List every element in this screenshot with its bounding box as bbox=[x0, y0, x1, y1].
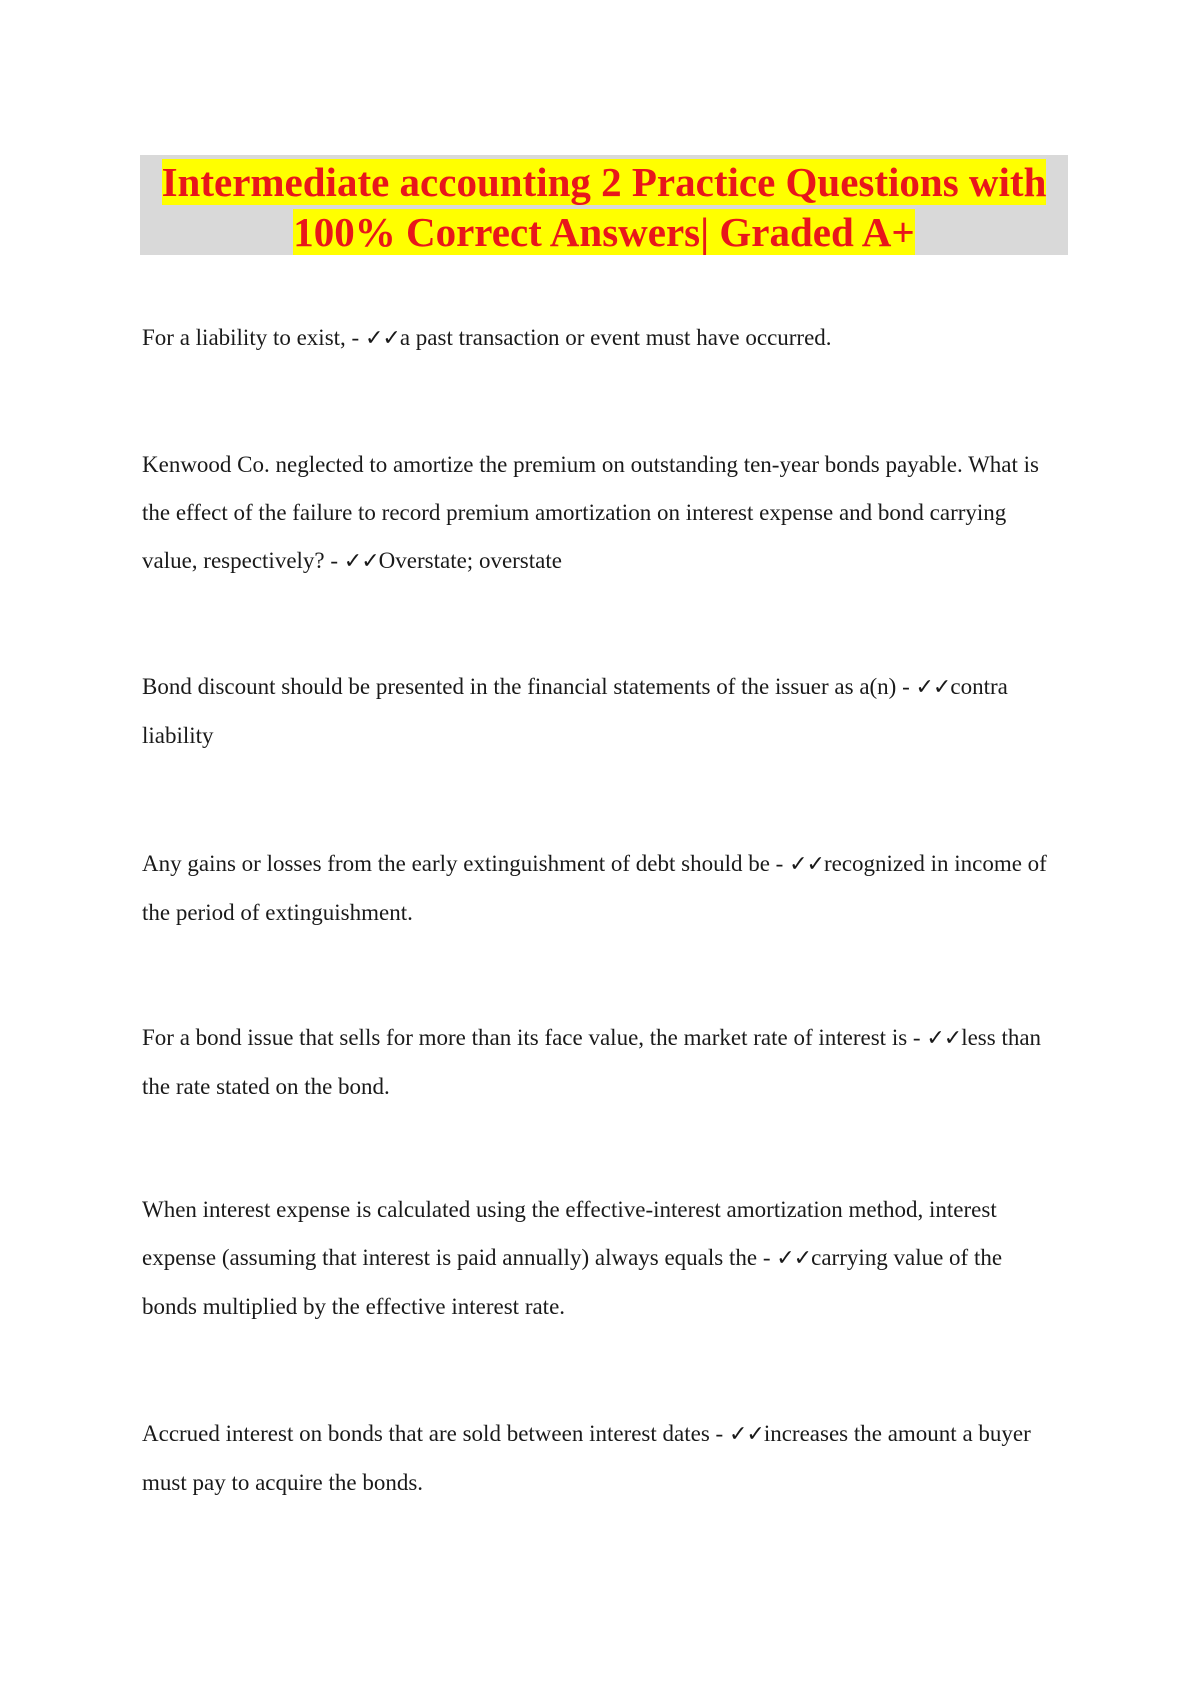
question-text: When interest expense is calculated using the effective-interest amortization method, interest expense (assuming that interest is paid annually) always equals the - bbox=[142, 1197, 997, 1270]
question-text: For a bond issue that sells for more than its face value, the market rate of interest is - bbox=[142, 1025, 927, 1050]
answer-text: Overstate; overstate bbox=[378, 548, 562, 573]
check-icon: ✓✓ bbox=[343, 549, 379, 574]
title-banner bbox=[140, 155, 1068, 255]
qa-item-1 bbox=[142, 314, 1062, 363]
question-text: For a liability to exist, - bbox=[142, 325, 365, 350]
qa-item-3 bbox=[142, 663, 1062, 760]
check-icon: ✓✓ bbox=[926, 1026, 962, 1051]
qa-item-6 bbox=[142, 1186, 1062, 1331]
qa-item-2 bbox=[142, 441, 1062, 586]
check-icon: ✓✓ bbox=[364, 326, 400, 351]
title-line-1: Intermediate accounting 2 Practice Questions with bbox=[161, 159, 1047, 205]
question-text: Kenwood Co. neglected to amortize the premium on outstanding ten-year bonds payable. What is the effect of the failure to record premium amortization on interest expense and bond carrying value, respectively? - bbox=[142, 452, 1039, 573]
qa-item-5 bbox=[142, 1014, 1062, 1111]
title-line-2: 100% Correct Answers| Graded A+ bbox=[293, 209, 915, 255]
answer-text: carrying value of the bonds multiplied by the effective interest rate. bbox=[142, 1245, 1003, 1319]
answer-text: recognized in income of the period of extinguishment. bbox=[142, 851, 1047, 925]
question-text: Accrued interest on bonds that are sold between interest dates - bbox=[142, 1421, 729, 1446]
question-text: Any gains or losses from the early extinguishment of debt should be - bbox=[142, 851, 790, 876]
qa-item-7 bbox=[142, 1410, 1062, 1507]
answer-text: increases the amount a buyer must pay to acquire the bonds. bbox=[142, 1421, 1031, 1495]
check-icon: ✓✓ bbox=[915, 675, 951, 700]
answer-text: less than the rate stated on the bond. bbox=[142, 1025, 1042, 1099]
question-text: Bond discount should be presented in the financial statements of the issuer as a(n) - bbox=[142, 674, 916, 699]
answer-text: contra liability bbox=[142, 674, 1008, 748]
answer-text: a past transaction or event must have occurred. bbox=[399, 325, 832, 350]
check-icon: ✓✓ bbox=[728, 1422, 764, 1447]
check-icon: ✓✓ bbox=[789, 852, 824, 877]
qa-item-4 bbox=[142, 840, 1062, 937]
check-icon: ✓✓ bbox=[776, 1246, 812, 1271]
